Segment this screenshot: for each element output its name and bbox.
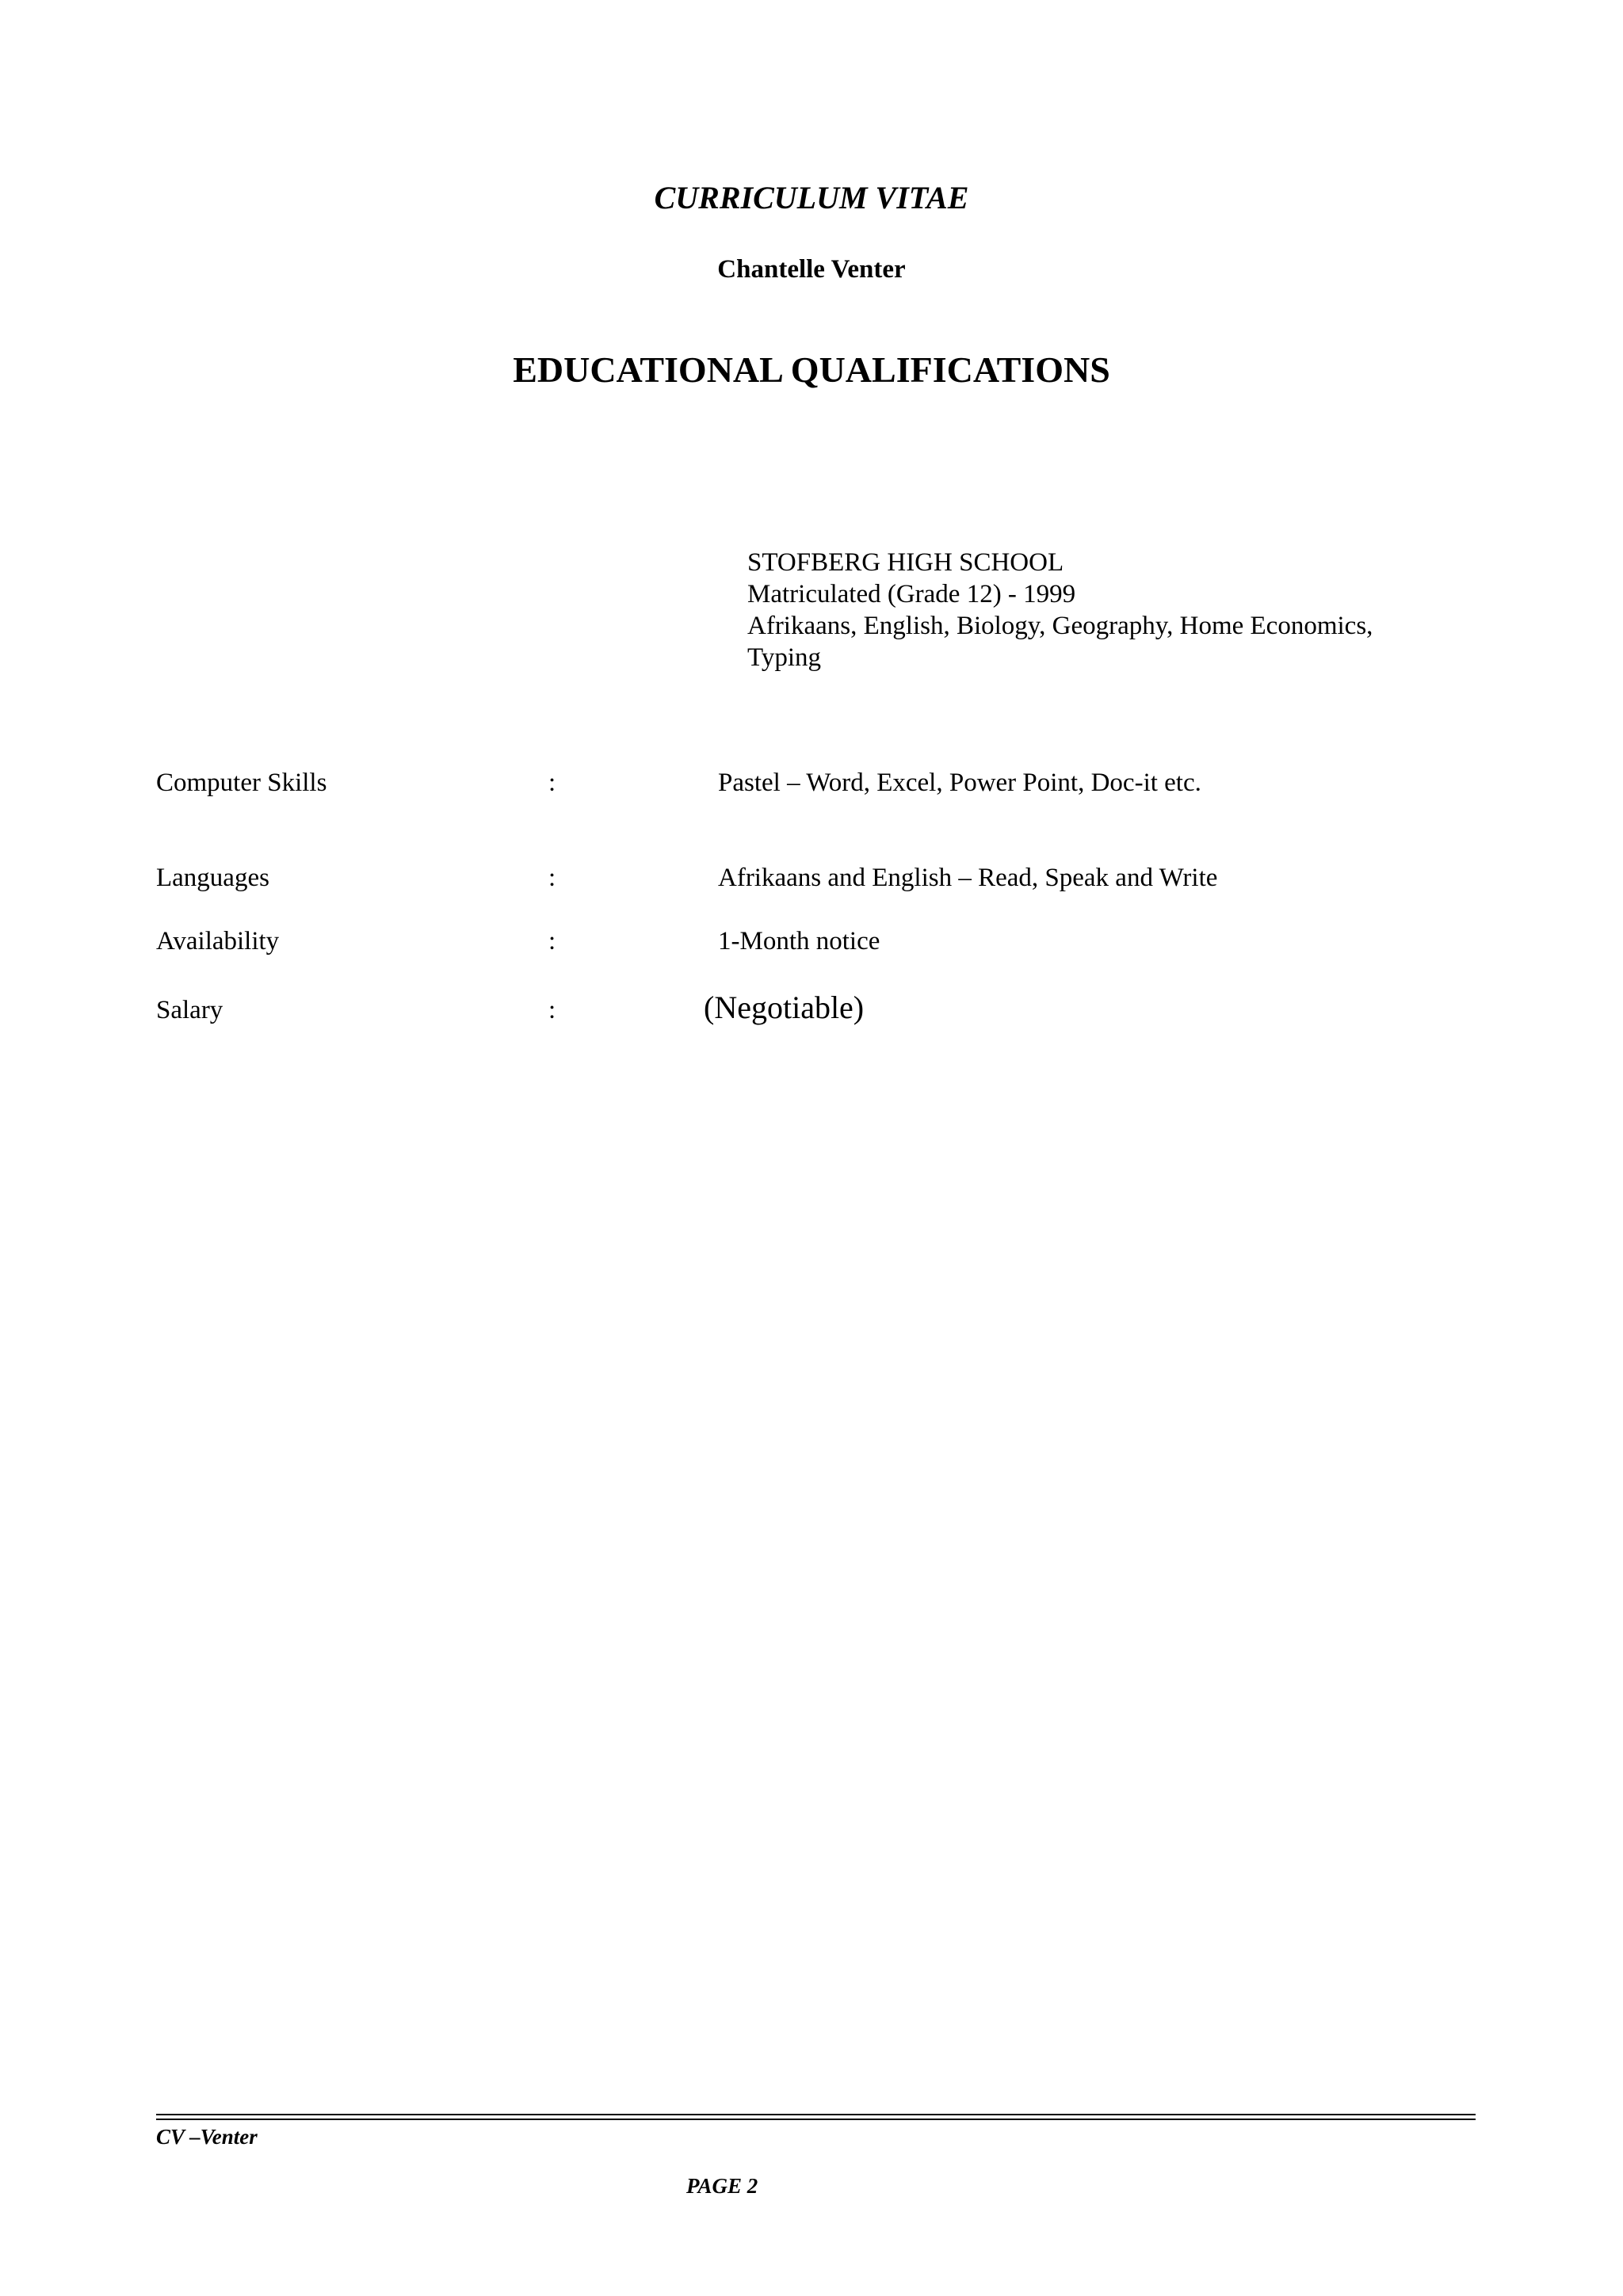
subjects-line-1: Afrikaans, English, Biology, Geography, Home Economics, (747, 612, 1373, 640)
languages-value: Afrikaans and English – Read, Speak and Write (718, 864, 1218, 892)
salary-separator: : (548, 996, 556, 1024)
candidate-name: Chantelle Venter (717, 255, 906, 284)
languages-label: Languages (156, 864, 269, 892)
availability-label: Availability (156, 927, 280, 955)
document-title: CURRICULUM VITAE (654, 180, 969, 215)
availability-separator: : (548, 927, 556, 955)
school-name: STOFBERG HIGH SCHOOL (747, 548, 1064, 577)
computer-skills-value: Pastel – Word, Excel, Power Point, Doc-it etc. (718, 769, 1201, 797)
languages-separator: : (548, 864, 556, 892)
computer-skills-separator: : (548, 769, 556, 797)
subjects-line-2: Typing (747, 643, 822, 672)
section-heading-education: EDUCATIONAL QUALIFICATIONS (513, 349, 1110, 390)
qualification: Matriculated (Grade 12) - 1999 (747, 580, 1076, 608)
computer-skills-label: Computer Skills (156, 769, 327, 797)
footer-divider (156, 2114, 1476, 2120)
footer-page-number: PAGE 2 (686, 2174, 758, 2198)
footer-document-label: CV –Venter (156, 2125, 258, 2149)
availability-value: 1-Month notice (718, 927, 880, 955)
salary-value: (Negotiable) (704, 990, 865, 1025)
salary-label: Salary (156, 996, 223, 1024)
education-entry (747, 547, 1373, 673)
